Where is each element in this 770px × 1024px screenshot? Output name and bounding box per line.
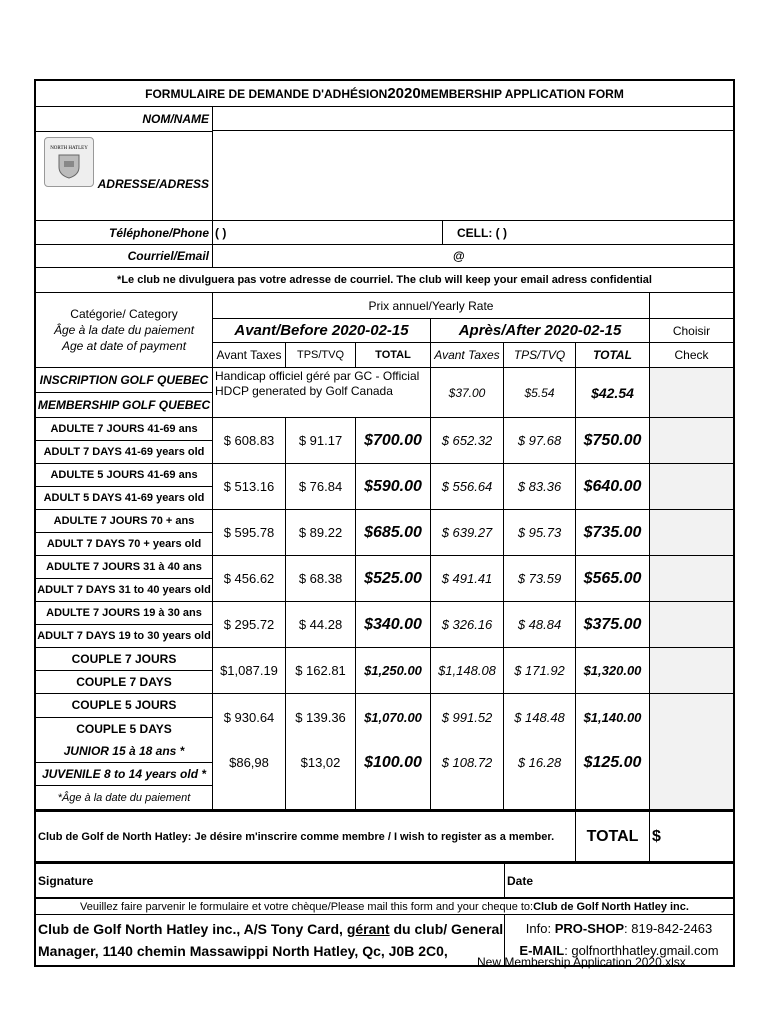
gq-after-total: $42.54 [576,368,650,417]
after-base: $ 652.32 [431,418,504,463]
name-address-block [36,107,733,221]
junior-after-total: $125.00 [576,740,650,809]
proshop-info: Info: PRO-SHOP: 819-842-2463 [525,921,713,936]
golf-quebec-row [36,368,733,418]
gq-check-box[interactable] [650,368,733,417]
rate-row [36,648,733,694]
after-base: $ 639.27 [431,510,504,555]
check-box[interactable] [650,694,733,740]
check-box[interactable] [650,648,733,693]
email-row [36,245,733,268]
after-total: $640.00 [576,464,650,509]
signature-field[interactable]: Signature [36,864,505,897]
after-tax-header: TPS/TVQ [504,343,576,367]
before-base: $ 456.62 [213,556,286,601]
cell-input[interactable]: CELL: ( ) [457,225,507,240]
membership-form [34,79,735,967]
rate-row [36,464,733,510]
check-box[interactable] [650,464,733,509]
rate-label-en: ADULT 7 DAYS 41-69 years old [43,446,205,458]
after-tax: $ 148.48 [504,694,576,740]
form-title: FORMULAIRE DE DEMANDE D'ADHÉSION 2020 MEMBERSHIP APPLICATION FORM [145,85,624,102]
after-total: $1,320.00 [576,648,650,693]
total-label: TOTAL [576,812,650,861]
club-logo: NORTH HATLEY [44,137,94,187]
address-input[interactable] [213,131,733,220]
check-box[interactable] [650,418,733,463]
before-total: $525.00 [356,556,431,601]
before-base: $ 608.83 [213,418,286,463]
rate-row [36,694,733,740]
rate-row [36,510,733,556]
total-input[interactable]: $ [652,827,661,845]
rate-label-fr: ADULTE 5 JOURS 41-69 ans [36,464,212,487]
junior-after-tax: $ 16.28 [504,740,576,809]
before-base: $ 930.64 [213,694,286,740]
rate-label-en: ADULT 7 DAYS 19 to 30 years old [37,630,211,642]
rate-label-fr: COUPLE 7 JOURS [36,648,212,671]
before-base: $ 513.16 [213,464,286,509]
after-base: $ 556.64 [431,464,504,509]
after-tax: $ 95.73 [504,510,576,555]
after-tax: $ 48.84 [504,602,576,647]
before-tax-header: TPS/TVQ [286,343,356,367]
phone-input[interactable]: ( ) [213,221,443,244]
after-base: $ 991.52 [431,694,504,740]
rate-row [36,602,733,648]
before-base: $ 295.72 [213,602,286,647]
before-total: $685.00 [356,510,431,555]
before-tax: $ 91.17 [286,418,356,463]
before-tax: $ 89.22 [286,510,356,555]
email-label: Courriel/Email [36,245,213,267]
file-name: New Membership Application 2020.xlsx [477,955,686,969]
after-tax: $ 171.92 [504,648,576,693]
rate-header [36,293,733,368]
rate-label-en: COUPLE 7 DAYS [76,675,172,689]
junior-row [36,740,733,810]
after-total: $375.00 [576,602,650,647]
before-total: $590.00 [356,464,431,509]
junior-footnote: *Âge à la date du paiement [57,791,191,804]
junior-before-base: $86,98 [213,740,286,809]
name-label: NOM/NAME [142,112,209,126]
after-tax: $ 83.36 [504,464,576,509]
before-tax: $ 76.84 [286,464,356,509]
after-tax: $ 73.59 [504,556,576,601]
junior-label-en: JUVENILE 8 to 14 years old * [36,763,212,786]
privacy-note: *Le club ne divulguera pas votre adresse de courriel. The club will keep your email adress confidential [117,274,652,286]
after-base-header: Avant Taxes [431,343,504,367]
after-total: $750.00 [576,418,650,463]
junior-check-box[interactable] [650,740,733,809]
rate-label-fr: COUPLE 5 JOURS [36,694,212,718]
yearly-rate-header: Prix annuel/Yearly Rate [213,293,650,318]
before-base: $ 595.78 [213,510,286,555]
rate-label-fr: ADULTE 7 JOURS 31 à 40 ans [36,556,212,579]
mail-note-row [36,898,733,915]
after-header: Après/After 2020-02-15 [431,319,650,342]
before-total: $1,070.00 [356,694,431,740]
register-row [36,810,733,862]
shield-icon [57,153,81,179]
after-base: $1,148.08 [431,648,504,693]
before-tax: $ 68.38 [286,556,356,601]
before-total: $700.00 [356,418,431,463]
check-box[interactable] [650,510,733,555]
before-header: Avant/Before 2020-02-15 [213,319,431,342]
after-total: $735.00 [576,510,650,555]
category-header: Catégorie/ Category Âge à la date du paiement Age at date of payment [36,293,213,367]
rate-label-fr: ADULTE 7 JOURS 19 à 30 ans [36,602,212,625]
rate-label-en: ADULT 7 DAYS 31 to 40 years old [37,584,211,596]
golf-quebec-label-fr: INSCRIPTION GOLF QUEBEC [36,368,212,393]
before-base: $1,087.19 [213,648,286,693]
before-total: $340.00 [356,602,431,647]
label-column [36,107,213,220]
junior-before-total: $100.00 [356,740,431,809]
before-total: $1,250.00 [356,648,431,693]
rate-label-en: ADULT 5 DAYS 41-69 years old [43,492,205,504]
before-tax: $ 162.81 [286,648,356,693]
check-box[interactable] [650,556,733,601]
register-text: Club de Golf de North Hatley: Je désire m'inscrire comme membre / I wish to register as a member. [36,812,576,861]
rate-label-en: COUPLE 5 DAYS [76,721,172,736]
input-column [213,107,733,220]
email-input[interactable]: @ [453,249,465,263]
phone-row [36,221,733,245]
after-base: $ 491.41 [431,556,504,601]
rate-label-fr: ADULTE 7 JOURS 70 + ans [36,510,212,533]
junior-after-base: $ 108.72 [431,740,504,809]
after-tax: $ 97.68 [504,418,576,463]
rate-label-en: ADULT 7 DAYS 70 + years old [46,538,202,550]
check-box[interactable] [650,602,733,647]
after-total: $1,140.00 [576,694,650,740]
rate-row [36,418,733,464]
after-total: $565.00 [576,556,650,601]
junior-before-tax: $13,02 [286,740,356,809]
phone-label: Téléphone/Phone [36,221,213,244]
check-header: Check [674,348,709,362]
address-label: ADRESSE/ADRESS [97,177,209,191]
date-field[interactable]: Date [507,873,534,888]
before-total-header: TOTAL [356,343,431,367]
club-address: Club de Golf North Hatley inc., A/S Tony Card, gérant du club/ General Manager, 1140 chemin Massawippi North Hatley, Qc, J0B 2C0, [36,915,505,965]
junior-label-fr: JUNIOR 15 à 18 ans * [36,740,212,763]
before-base-header: Avant Taxes [213,343,286,367]
privacy-row [36,268,733,293]
rate-rows [36,418,733,740]
rate-label-fr: ADULTE 7 JOURS 41-69 ans [36,418,212,441]
golf-quebec-label-en: MEMBERSHIP GOLF QUEBEC [37,398,211,412]
before-tax: $ 44.28 [286,602,356,647]
before-tax: $ 139.36 [286,694,356,740]
email-info: E-MAIL: golfnorthhatley.gmail.com [519,943,719,958]
golf-quebec-note: Handicap officiel géré par GC - Official HDCP generated by Golf Canada [213,368,431,417]
mail-note: Veuillez faire parvenir le formulaire et votre chèque/Please mail this form and your cheque to: Club de Golf North Hatley inc. [80,900,689,913]
gq-after-tax: $5.54 [504,368,576,417]
signature-row [36,862,733,898]
rate-row [36,556,733,602]
name-input[interactable] [213,107,733,131]
gq-after-base: $37.00 [431,368,504,417]
choose-header: Choisir [672,323,711,338]
after-total-header: TOTAL [576,343,650,367]
after-base: $ 326.16 [431,602,504,647]
form-title-row [36,81,733,107]
rate-header-grid [213,293,733,367]
